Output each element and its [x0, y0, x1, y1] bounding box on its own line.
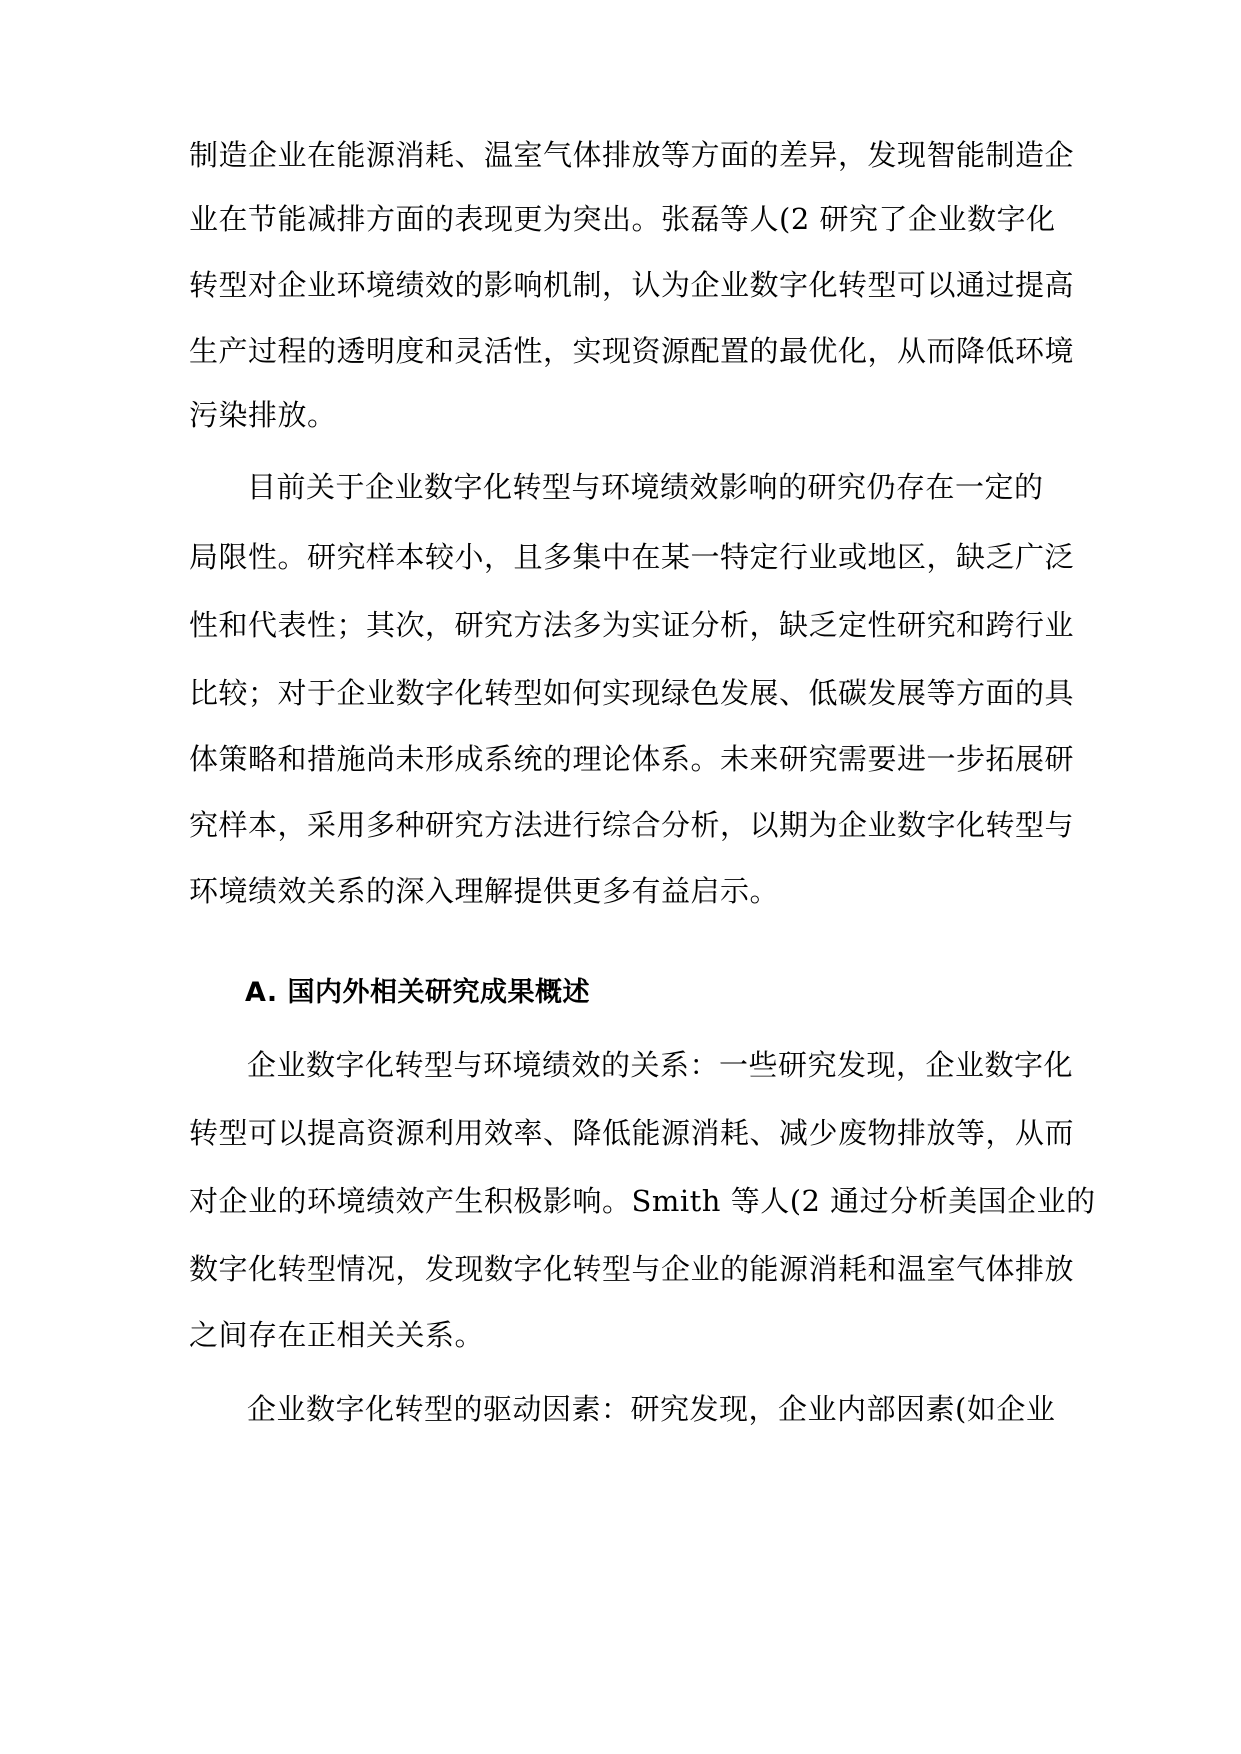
paragraph-2-line-5: 体策略和措施尚未形成系统的理论体系。未来研究需要进一步拓展研 — [189, 742, 1075, 776]
paragraph-1-line-3: 转型对企业环境绩效的影响机制，认为企业数字化转型可以通过提高 — [189, 268, 1075, 302]
paragraph-3-line-1: 企业数字化转型与环境绩效的关系：一些研究发现，企业数字化 — [247, 1048, 1074, 1082]
paragraph-3-line-2: 转型可以提高资源利用效率、降低能源消耗、减少废物排放等，从而 — [189, 1116, 1075, 1150]
paragraph-2-line-4: 比较；对于企业数字化转型如何实现绿色发展、低碳发展等方面的具 — [189, 676, 1075, 710]
paragraph-1-line-5: 污染排放。 — [189, 398, 337, 432]
paragraph-2-line-1: 目前关于企业数字化转型与环境绩效影响的研究仍存在一定的 — [247, 470, 1044, 504]
paragraph-2-line-3: 性和代表性；其次，研究方法多为实证分析，缺乏定性研究和跨行业 — [189, 608, 1075, 642]
paragraph-2-line-2: 局限性。研究样本较小，且多集中在某一特定行业或地区，缺乏广泛 — [189, 540, 1075, 574]
paragraph-1-line-1: 制造企业在能源消耗、温室气体排放等方面的差异，发现智能制造企 — [189, 138, 1075, 172]
paragraph-1-line-2: 业在节能减排方面的表现更为突出。张磊等人(2 研究了企业数字化 — [189, 202, 1056, 236]
paragraph-3-line-5: 之间存在正相关关系。 — [189, 1318, 485, 1352]
paragraph-2-line-7: 环境绩效关系的深入理解提供更多有益启示。 — [189, 874, 780, 908]
paragraph-3-line-4: 数字化转型情况，发现数字化转型与企业的能源消耗和温室气体排放 — [189, 1252, 1075, 1286]
paragraph-4-line-1: 企业数字化转型的驱动因素：研究发现，企业内部因素(如企业 — [247, 1392, 1056, 1426]
paragraph-3-line-3: 对企业的环境绩效产生积极影响。Smith 等人(2 通过分析美国企业的 — [189, 1184, 1096, 1218]
paragraph-2-line-6: 究样本，采用多种研究方法进行综合分析，以期为企业数字化转型与 — [189, 808, 1075, 842]
paragraph-1-line-4: 生产过程的透明度和灵活性，实现资源配置的最优化，从而降低环境 — [189, 334, 1075, 368]
section-heading: A. 国内外相关研究成果概述 — [245, 977, 591, 1008]
